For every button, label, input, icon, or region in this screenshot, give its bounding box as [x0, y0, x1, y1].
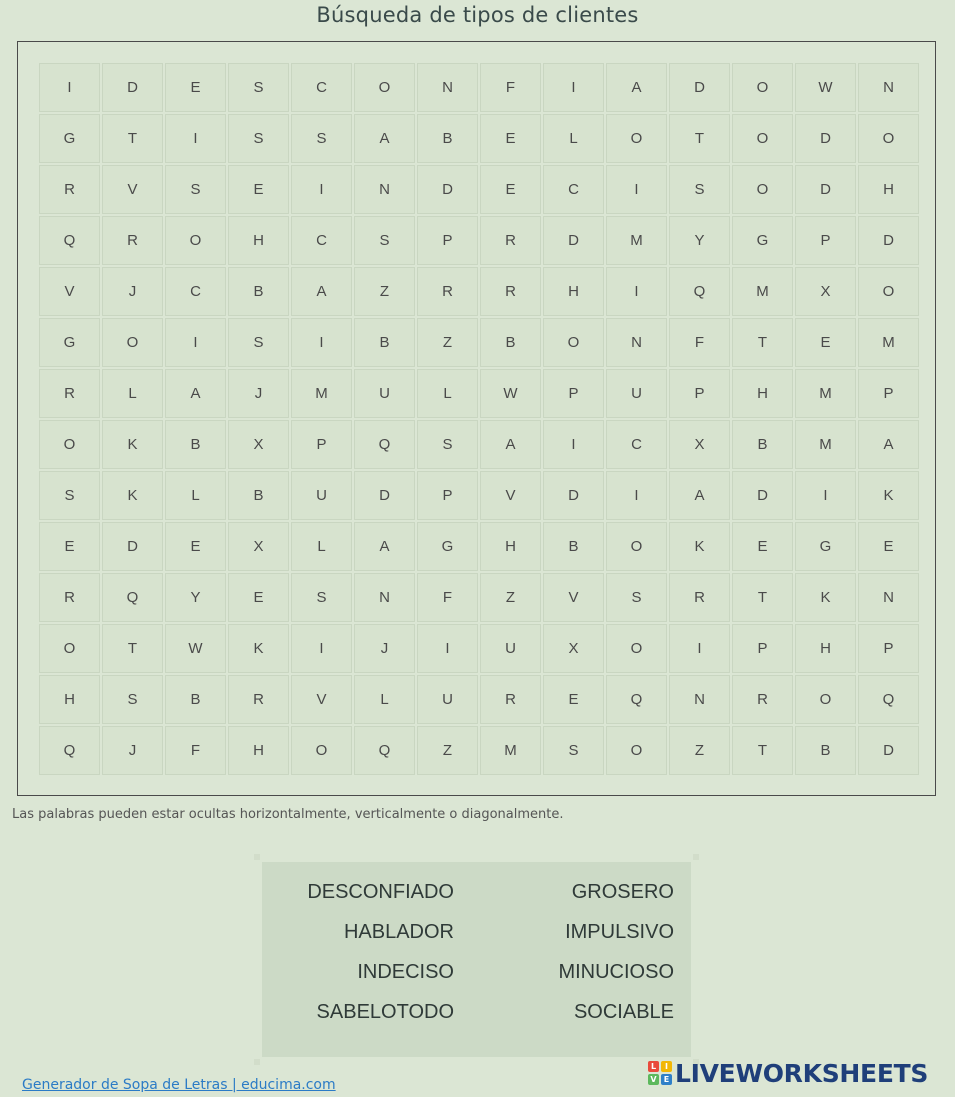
word-list-panel	[262, 862, 691, 1057]
grid-cell[interactable]: Z	[417, 726, 478, 775]
grid-cell[interactable]: I	[669, 624, 730, 673]
grid-cell[interactable]: K	[102, 420, 163, 469]
grid-cell[interactable]: T	[102, 624, 163, 673]
grid-cell[interactable]: I	[39, 63, 100, 112]
word-list-item: IMPULSIVO	[565, 920, 674, 943]
liveworksheets-logo[interactable]	[648, 1059, 928, 1087]
grid-cell[interactable]: P	[417, 471, 478, 520]
grid-cell[interactable]: R	[39, 165, 100, 214]
grid-cell[interactable]: O	[858, 267, 919, 316]
grid-cell[interactable]: O	[39, 624, 100, 673]
liveworksheets-icon	[648, 1061, 672, 1085]
word-list-item: INDECISO	[357, 960, 454, 983]
grid-cell[interactable]: H	[228, 726, 289, 775]
grid-cell[interactable]: G	[39, 318, 100, 367]
grid-cell[interactable]: R	[228, 675, 289, 724]
grid-cell[interactable]: Z	[480, 573, 541, 622]
grid-cell[interactable]: M	[795, 420, 856, 469]
grid-cell[interactable]: D	[102, 522, 163, 571]
grid-cell[interactable]: O	[606, 726, 667, 775]
grid-cell[interactable]: B	[228, 471, 289, 520]
grid-cell[interactable]: V	[543, 573, 604, 622]
grid-cell[interactable]: F	[165, 726, 226, 775]
grid-cell[interactable]: A	[354, 114, 415, 163]
grid-cell[interactable]: I	[291, 165, 352, 214]
grid-cell[interactable]: S	[606, 573, 667, 622]
grid-cell[interactable]: S	[228, 114, 289, 163]
logo-tile: I	[661, 1061, 672, 1072]
grid-cell[interactable]: I	[606, 267, 667, 316]
word-list-item: SOCIABLE	[573, 1000, 674, 1023]
grid-cell[interactable]: L	[291, 522, 352, 571]
page-title: Búsqueda de tipos de clientes	[316, 3, 639, 27]
word-list-row	[262, 872, 691, 912]
grid-cell[interactable]: H	[732, 369, 793, 418]
grid-cell[interactable]: O	[732, 114, 793, 163]
grid-cell[interactable]: I	[165, 318, 226, 367]
grid-cell[interactable]: K	[795, 573, 856, 622]
grid-cell[interactable]: S	[669, 165, 730, 214]
grid-cell[interactable]: B	[165, 420, 226, 469]
grid-cell[interactable]: D	[795, 165, 856, 214]
grid-cell[interactable]: T	[732, 573, 793, 622]
grid-cell[interactable]: X	[228, 420, 289, 469]
grid-cell[interactable]: Q	[39, 216, 100, 265]
logo-tile: E	[661, 1074, 672, 1085]
grid-cell[interactable]: Z	[354, 267, 415, 316]
grid-cell[interactable]: G	[39, 114, 100, 163]
grid-cell[interactable]: D	[732, 471, 793, 520]
grid-cell[interactable]: D	[417, 165, 478, 214]
grid-cell[interactable]: E	[480, 165, 541, 214]
grid-cell[interactable]: P	[291, 420, 352, 469]
grid-cell[interactable]: D	[795, 114, 856, 163]
grid-cell[interactable]: L	[165, 471, 226, 520]
grid-cell[interactable]: I	[417, 624, 478, 673]
generator-link[interactable]: Generador de Sopa de Letras | educima.com	[22, 1077, 336, 1093]
grid-cell[interactable]: S	[291, 114, 352, 163]
grid-cell[interactable]: U	[606, 369, 667, 418]
grid-cell[interactable]: P	[417, 216, 478, 265]
word-list	[262, 872, 691, 1032]
panel-corner	[254, 1059, 260, 1065]
grid-cell[interactable]: E	[228, 165, 289, 214]
grid-cell[interactable]: Y	[165, 573, 226, 622]
grid-cell[interactable]: N	[354, 165, 415, 214]
grid-cell[interactable]: Q	[669, 267, 730, 316]
word-list-row	[262, 952, 691, 992]
grid-cell[interactable]: U	[291, 471, 352, 520]
grid-cell[interactable]: S	[165, 165, 226, 214]
grid-cell[interactable]: J	[228, 369, 289, 418]
grid-cell[interactable]: B	[228, 267, 289, 316]
grid-cell[interactable]: T	[102, 114, 163, 163]
grid-cell[interactable]: O	[732, 165, 793, 214]
grid-cell[interactable]: A	[165, 369, 226, 418]
grid-cell[interactable]: V	[291, 675, 352, 724]
word-list-row	[262, 992, 691, 1032]
grid-cell[interactable]: T	[732, 318, 793, 367]
grid-cell[interactable]: Q	[39, 726, 100, 775]
grid-cell[interactable]: D	[354, 471, 415, 520]
grid-cell[interactable]: X	[543, 624, 604, 673]
grid-cell[interactable]: T	[732, 726, 793, 775]
grid-cell[interactable]: L	[543, 114, 604, 163]
grid-cell[interactable]: O	[165, 216, 226, 265]
grid-cell[interactable]: C	[291, 216, 352, 265]
grid-cell[interactable]: M	[732, 267, 793, 316]
grid-cell[interactable]: F	[417, 573, 478, 622]
grid-cell[interactable]: P	[543, 369, 604, 418]
grid-cell[interactable]: I	[291, 624, 352, 673]
grid-cell[interactable]: D	[102, 63, 163, 112]
grid-cell[interactable]: A	[480, 420, 541, 469]
grid-cell[interactable]: W	[165, 624, 226, 673]
grid-cell[interactable]: U	[417, 675, 478, 724]
grid-cell[interactable]: F	[669, 318, 730, 367]
grid-cell[interactable]: Z	[417, 318, 478, 367]
grid-cell[interactable]: A	[354, 522, 415, 571]
grid-cell[interactable]: D	[543, 216, 604, 265]
grid-cell[interactable]: M	[858, 318, 919, 367]
grid-cell[interactable]: Q	[102, 573, 163, 622]
grid-cell[interactable]: M	[795, 369, 856, 418]
grid-cell[interactable]: B	[165, 675, 226, 724]
grid-cell[interactable]: P	[795, 216, 856, 265]
grid-cell[interactable]: K	[102, 471, 163, 520]
grid-cell[interactable]: S	[417, 420, 478, 469]
grid-cell[interactable]: E	[39, 522, 100, 571]
grid-cell[interactable]: D	[669, 63, 730, 112]
grid-cell[interactable]: O	[606, 624, 667, 673]
grid-cell[interactable]: L	[354, 675, 415, 724]
logo-tile: V	[648, 1074, 659, 1085]
panel-corner	[254, 854, 260, 860]
grid-cell[interactable]: M	[606, 216, 667, 265]
grid-cell[interactable]: H	[858, 165, 919, 214]
grid-cell[interactable]: X	[795, 267, 856, 316]
grid-cell[interactable]: S	[291, 573, 352, 622]
grid-cell[interactable]: G	[732, 216, 793, 265]
liveworksheets-logo-text: LIVEWORKSHEETS	[675, 1058, 929, 1088]
grid-cell[interactable]: O	[354, 63, 415, 112]
grid-cell[interactable]: O	[606, 522, 667, 571]
word-list-item: MINUCIOSO	[558, 960, 674, 983]
grid-cell[interactable]: Q	[606, 675, 667, 724]
grid-cell[interactable]: S	[543, 726, 604, 775]
grid-cell[interactable]: R	[417, 267, 478, 316]
grid-cell[interactable]: R	[480, 675, 541, 724]
grid-cell[interactable]: J	[354, 624, 415, 673]
grid-cell[interactable]: J	[102, 267, 163, 316]
grid-cell[interactable]: I	[606, 165, 667, 214]
grid-cell[interactable]: I	[795, 471, 856, 520]
grid-cell[interactable]: R	[480, 267, 541, 316]
grid-cell[interactable]: S	[102, 675, 163, 724]
grid-cell[interactable]: A	[669, 471, 730, 520]
grid-cell[interactable]: E	[795, 318, 856, 367]
grid-cell[interactable]: K	[669, 522, 730, 571]
grid-cell[interactable]: O	[543, 318, 604, 367]
grid-cell[interactable]: H	[795, 624, 856, 673]
grid-cell[interactable]: M	[291, 369, 352, 418]
word-search-board	[17, 41, 936, 796]
grid-cell[interactable]: B	[543, 522, 604, 571]
grid-cell[interactable]: N	[669, 675, 730, 724]
grid-cell[interactable]: B	[795, 726, 856, 775]
grid-cell[interactable]: E	[480, 114, 541, 163]
grid-cell[interactable]: O	[732, 63, 793, 112]
grid-cell[interactable]: I	[543, 63, 604, 112]
letter-grid	[39, 63, 919, 775]
grid-cell[interactable]: O	[795, 675, 856, 724]
grid-cell[interactable]: X	[228, 522, 289, 571]
grid-cell[interactable]: A	[858, 420, 919, 469]
grid-cell[interactable]: G	[795, 522, 856, 571]
grid-cell[interactable]: E	[165, 522, 226, 571]
grid-cell[interactable]: V	[102, 165, 163, 214]
grid-cell[interactable]: S	[228, 63, 289, 112]
grid-cell[interactable]: D	[858, 216, 919, 265]
grid-cell[interactable]: V	[480, 471, 541, 520]
grid-cell[interactable]: H	[39, 675, 100, 724]
grid-cell[interactable]: Q	[858, 675, 919, 724]
grid-cell[interactable]: R	[39, 573, 100, 622]
grid-cell[interactable]: S	[228, 318, 289, 367]
grid-cell[interactable]: O	[858, 114, 919, 163]
grid-cell[interactable]: C	[291, 63, 352, 112]
grid-cell[interactable]: K	[228, 624, 289, 673]
grid-cell[interactable]: A	[606, 63, 667, 112]
grid-cell[interactable]: B	[354, 318, 415, 367]
grid-cell[interactable]: G	[417, 522, 478, 571]
grid-cell[interactable]: D	[543, 471, 604, 520]
grid-cell[interactable]: B	[732, 420, 793, 469]
grid-cell[interactable]: H	[228, 216, 289, 265]
grid-cell[interactable]: N	[606, 318, 667, 367]
word-list-row	[262, 912, 691, 952]
grid-cell[interactable]: Q	[354, 726, 415, 775]
grid-cell[interactable]: I	[165, 114, 226, 163]
grid-cell[interactable]: N	[354, 573, 415, 622]
grid-cell[interactable]: E	[543, 675, 604, 724]
word-list-item: SABELOTODO	[316, 1000, 454, 1023]
grid-cell[interactable]: A	[291, 267, 352, 316]
grid-cell[interactable]: P	[858, 369, 919, 418]
grid-cell[interactable]: M	[480, 726, 541, 775]
grid-cell[interactable]: B	[480, 318, 541, 367]
grid-cell[interactable]: H	[480, 522, 541, 571]
panel-corner	[693, 854, 699, 860]
grid-cell[interactable]: R	[480, 216, 541, 265]
grid-cell[interactable]: B	[417, 114, 478, 163]
grid-cell[interactable]: L	[417, 369, 478, 418]
grid-cell[interactable]: O	[39, 420, 100, 469]
word-list-item: HABLADOR	[343, 920, 454, 943]
grid-cell[interactable]: N	[858, 63, 919, 112]
grid-cell[interactable]: W	[795, 63, 856, 112]
instructions-text: Las palabras pueden estar ocultas horizontalmente, verticalmente o diagonalmente.	[12, 807, 564, 822]
grid-cell[interactable]: Z	[669, 726, 730, 775]
grid-cell[interactable]: R	[669, 573, 730, 622]
grid-cell[interactable]: P	[858, 624, 919, 673]
grid-cell[interactable]: K	[858, 471, 919, 520]
grid-cell[interactable]: I	[606, 471, 667, 520]
grid-cell[interactable]: R	[102, 216, 163, 265]
grid-cell[interactable]: E	[228, 573, 289, 622]
grid-cell[interactable]: V	[39, 267, 100, 316]
logo-tile: L	[648, 1061, 659, 1072]
grid-cell[interactable]: S	[39, 471, 100, 520]
grid-cell[interactable]: R	[732, 675, 793, 724]
grid-cell[interactable]: U	[354, 369, 415, 418]
grid-cell[interactable]: N	[417, 63, 478, 112]
grid-cell[interactable]: O	[102, 318, 163, 367]
grid-cell[interactable]: C	[165, 267, 226, 316]
grid-cell[interactable]: H	[543, 267, 604, 316]
grid-cell[interactable]: J	[102, 726, 163, 775]
grid-cell[interactable]: E	[165, 63, 226, 112]
grid-cell[interactable]: D	[858, 726, 919, 775]
grid-cell[interactable]: S	[354, 216, 415, 265]
grid-cell[interactable]: O	[291, 726, 352, 775]
grid-cell[interactable]: Q	[354, 420, 415, 469]
grid-cell[interactable]: P	[732, 624, 793, 673]
grid-cell[interactable]: C	[543, 165, 604, 214]
grid-cell[interactable]: Y	[669, 216, 730, 265]
grid-cell[interactable]: I	[291, 318, 352, 367]
grid-cell[interactable]: O	[606, 114, 667, 163]
grid-cell[interactable]: P	[669, 369, 730, 418]
grid-cell[interactable]: T	[669, 114, 730, 163]
grid-cell[interactable]: W	[480, 369, 541, 418]
grid-cell[interactable]: E	[732, 522, 793, 571]
grid-cell[interactable]: R	[39, 369, 100, 418]
word-list-item: DESCONFIADO	[307, 880, 454, 903]
word-list-item: GROSERO	[571, 880, 674, 903]
grid-cell[interactable]: X	[669, 420, 730, 469]
grid-cell[interactable]: I	[543, 420, 604, 469]
grid-cell[interactable]: C	[606, 420, 667, 469]
grid-cell[interactable]: E	[858, 522, 919, 571]
grid-cell[interactable]: L	[102, 369, 163, 418]
grid-cell[interactable]: F	[480, 63, 541, 112]
grid-cell[interactable]: U	[480, 624, 541, 673]
grid-cell[interactable]: N	[858, 573, 919, 622]
